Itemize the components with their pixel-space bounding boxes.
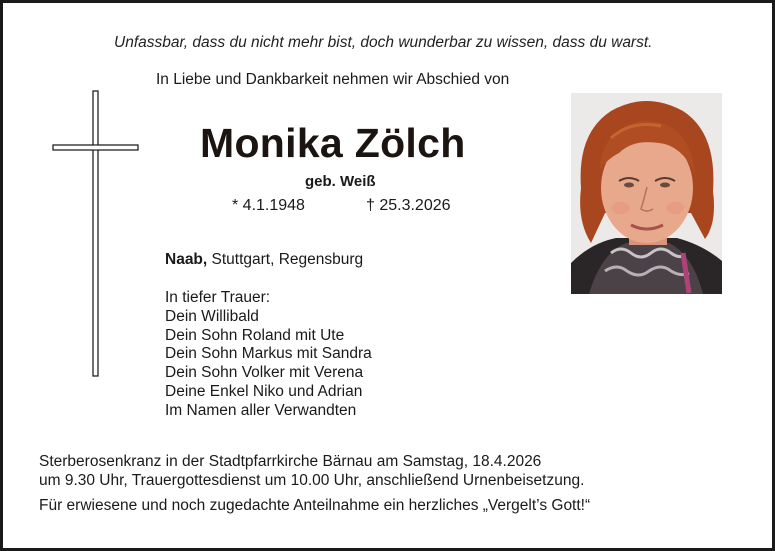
mourner-line: Dein Sohn Roland mit Ute: [165, 326, 345, 344]
portrait-photo: [571, 93, 722, 294]
service-line: um 9.30 Uhr, Trauergottesdienst um 10.00 Uhr, anschließend Urnenbeisetzung.: [39, 472, 585, 489]
places-other: Stuttgart, Regensburg: [207, 251, 364, 268]
birth-name: geb. Weiß: [305, 173, 376, 190]
life-dates: [232, 197, 451, 215]
mourner-line: Dein Sohn Markus mit Sandra: [165, 345, 372, 363]
motto-text: Unfassbar, dass du nicht mehr bist, doch wunderbar zu wissen, dass du warst.: [114, 34, 653, 51]
mourners-list: [165, 289, 372, 421]
mourner-line: In tiefer Trauer:: [165, 289, 271, 306]
thanks-line: Für erwiesene und noch zugedachte Anteilnahme ein herzliches „Vergelt’s Gott!“: [39, 497, 591, 514]
mourner-line: Im Namen aller Verwandten: [165, 401, 357, 419]
service-info: [39, 452, 590, 515]
mourner-line: Dein Sohn Volker mit Verena: [165, 364, 364, 382]
mourner-line: Deine Enkel Niko und Adrian: [165, 382, 363, 400]
deceased-name: Monika Zölch: [200, 120, 466, 166]
death-date: † 25.3.2026: [366, 197, 451, 214]
mourner-line: Dein Willibald: [165, 307, 259, 325]
service-line: Sterberosenkranz in der Stadtpfarrkirche Bärnau am Samstag, 18.4.2026: [39, 453, 542, 470]
cross-icon: [52, 90, 142, 380]
intro-text: In Liebe und Dankbarkeit nehmen wir Abschied von: [156, 71, 510, 88]
place-main: Naab,: [165, 251, 208, 268]
places-line: [165, 251, 363, 269]
birth-date: * 4.1.1948: [232, 197, 305, 214]
